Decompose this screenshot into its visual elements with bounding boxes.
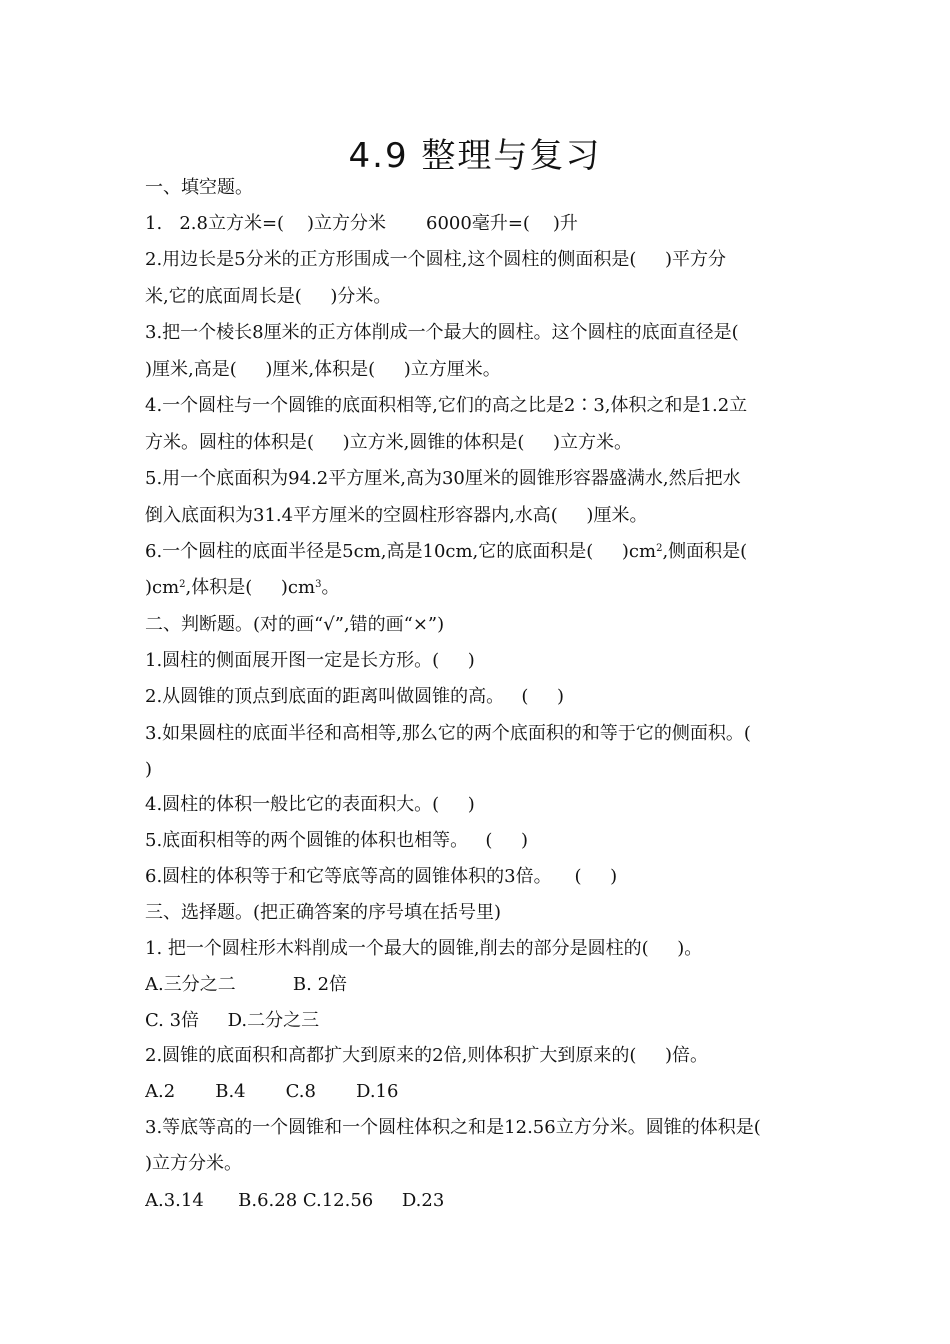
judge-question-1: 1.圆柱的侧面展开图一定是长方形。( ) [145,650,475,671]
choice-question-3-line-1: 3.等底等高的一个圆锥和一个圆柱体积之和是12.56立方分米。圆锥的体积是( [145,1117,761,1138]
fill-question-2-line-2: 米,它的底面周长是( )分米。 [145,286,392,307]
fill-q6-text-b: ,侧面积是( [662,541,748,562]
fill-question-6-line-2 [145,575,817,601]
fill-q6-text-d: ,体积是( )cm [185,577,316,598]
fill-question-3-line-2: )厘米,高是( )厘米,体积是( )立方厘米。 [145,359,501,380]
fill-question-4-line-2: 方米。圆柱的体积是( )立方米,圆锥的体积是( )立方米。 [145,432,633,453]
choice-question-2: 2.圆锥的底面积和高都扩大到原来的2倍,则体积扩大到原来的( )倍。 [145,1045,708,1066]
section-heading-choice: 三、选择题。(把正确答案的序号填在括号里) [145,902,502,923]
judge-question-3-line-2: ) [145,759,153,780]
fill-q6-text-a: 6.一个圆柱的底面半径是5cm,高是10cm,它的底面积是( )cm [145,541,657,562]
judge-question-2: 2.从圆锥的顶点到底面的距离叫做圆锥的高。 ( ) [145,686,564,707]
fill-question-2-line-1: 2.用边长是5分米的正方形围成一个圆柱,这个圆柱的侧面积是( )平方分 [145,249,726,270]
fill-question-5-line-2: 倒入底面积为31.4平方厘米的空圆柱形容器内,水高( )厘米。 [145,505,648,526]
choice-question-1-options-a-b: A.三分之二 B. 2倍 [145,974,348,995]
choice-question-1: 1. 把一个圆柱形木料削成一个最大的圆锥,削去的部分是圆柱的( )。 [145,938,703,959]
section-heading-fill: 一、填空题。 [145,177,253,198]
choice-question-1-options-c-d: C. 3倍 D.二分之三 [145,1010,320,1031]
choice-question-3-options: A.3.14 B.6.28 C.12.56 D.23 [145,1190,445,1211]
fill-q6-text-e: 。 [321,577,340,598]
judge-question-3-line-1: 3.如果圆柱的底面半径和高相等,那么它的两个底面积的和等于它的侧面积。( [145,723,751,744]
judge-question-4: 4.圆柱的体积一般比它的表面积大。( ) [145,794,475,815]
fill-question-5-line-1: 5.用一个底面积为94.2平方厘米,高为30厘米的圆锥形容器盛满水,然后把水 [145,468,741,489]
judge-question-6: 6.圆柱的体积等于和它等底等高的圆锥体积的3倍。 ( ) [145,866,618,887]
fill-q6-superscript-b: 2 [179,579,186,590]
fill-question-3-line-1: 3.把一个棱长8厘米的正方体削成一个最大的圆柱。这个圆柱的底面直径是( [145,322,739,343]
choice-question-2-options: A.2 B.4 C.8 D.16 [145,1081,399,1102]
fill-question-6-line-1 [145,539,817,565]
fill-q6-superscript-a: 2 [656,543,663,554]
section-heading-judge: 二、判断题。(对的画“√”,错的画“×”) [145,614,445,635]
judge-question-5: 5.底面积相等的两个圆锥的体积也相等。 ( ) [145,830,528,851]
page-title: 4.9 整理与复习 [348,136,602,176]
choice-question-3-line-2: )立方分米。 [145,1153,243,1174]
fill-q6-superscript-c: 3 [315,579,322,590]
fill-q6-text-c: )cm [145,577,180,598]
fill-question-1: 1. 2.8立方米=( )立方分米 6000毫升=( )升 [145,213,578,234]
fill-question-4-line-1: 4.一个圆柱与一个圆锥的底面积相等,它们的高之比是2∶3,体积之和是1.2立 [145,395,748,416]
